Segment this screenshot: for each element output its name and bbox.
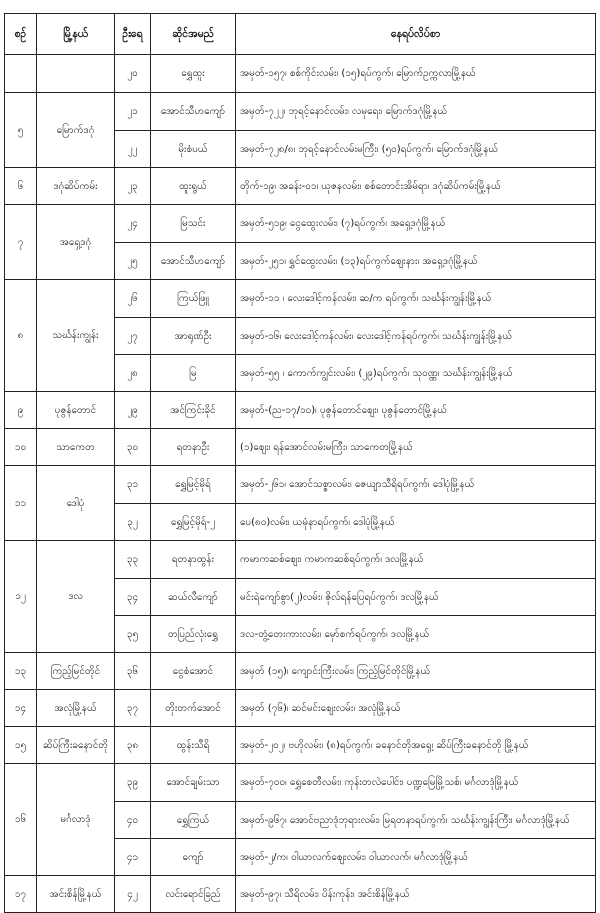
- shop-name-cell: မိုးစံပယ်: [151, 131, 236, 168]
- address-cell: အမှတ်-၁၁ ၊ လေးဒေါင့်ကန်လမ်း၊ ဆ/က ရပ်ကွက်၊ သင်္ဃန်းကျွန်းမြို့နယ်: [236, 280, 596, 318]
- shop-name-cell: ဆယ်လီကျော်: [151, 579, 236, 616]
- address-cell: အမှတ်-(ည-၁၇/၁၀)၊ ပုဇွန်တောင်စျေး၊ ပုဇွန်တောင်မြို့နယ်: [236, 392, 596, 429]
- header-row: [5, 14, 596, 55]
- number-cell: ၃၆: [115, 653, 151, 690]
- serial-cell: ၁၅: [5, 727, 37, 764]
- number-cell: ၃၈: [115, 727, 151, 764]
- store-list-table: [4, 13, 596, 913]
- shop-name-cell: အောင်သီဟကျော်: [151, 243, 236, 280]
- township-cell: သင်္ဃန်းကျွန်း: [37, 280, 115, 392]
- number-cell: ၂၄: [115, 205, 151, 243]
- header-number: ဦးရေ: [115, 14, 151, 55]
- number-cell: ၃၄: [115, 579, 151, 616]
- serial-cell: ၆: [5, 168, 37, 205]
- shop-name-cell: တိုးတက်အောင်: [151, 690, 236, 727]
- table-row: [5, 727, 596, 764]
- address-cell: ကမာကဆစ်စျေး၊ ကမာကဆစ်ရပ်ကွက်၊ ဒလမြို့နယ်: [236, 541, 596, 579]
- serial-cell: ၁၄: [5, 690, 37, 727]
- number-cell: ၂၆: [115, 280, 151, 318]
- address-cell: မင်းရဲကျော်စွာ(၂)လမ်း၊ ဇိုလ်ရန်ပြေရပ်ကွက်၊ ဒလမြို့နယ်: [236, 579, 596, 616]
- shop-name-cell: ကြယ်ဖြူ: [151, 280, 236, 318]
- number-cell: ၃၁: [115, 466, 151, 504]
- number-cell: ၃၀: [115, 429, 151, 466]
- table-row: [5, 93, 596, 131]
- serial-cell: ၁၂: [5, 541, 37, 653]
- number-cell: ၃၉: [115, 764, 151, 802]
- shop-name-cell: ရတနာထွန်း: [151, 541, 236, 579]
- serial-cell: ၁၁: [5, 466, 37, 541]
- shop-name-cell: အင်ကြင်းခိုင်: [151, 392, 236, 429]
- shop-name-cell: ရွှေမြင့်မိုရ်-၂: [151, 504, 236, 541]
- number-cell: ၂၂: [115, 131, 151, 168]
- address-cell: အမှတ်-၇၂၈/၈၊ ဘုရင့်နောင်လမ်းမကြီး၊ (၅၀)ရပ်ကွက်၊ မြောက်ဒဂုံမြို့နယ်: [236, 131, 596, 168]
- address-cell: အမှတ်-၂၅၁၊ ရွှင်ထွေးလမ်း၊ (၁၃)ရပ်ကွက်စျေးနား၊ အရှေ့ဒဂုံမြို့နယ်: [236, 243, 596, 280]
- table-row: [5, 764, 596, 802]
- number-cell: ၄၂: [115, 876, 151, 913]
- header-township: မြို့နယ်: [37, 14, 115, 55]
- address-cell: အမှတ်-၁၆၊ လေးဒေါင့်ကန်လမ်း၊ လေးဒေါင့်ကန်ရပ်ကွက်၊ သင်္ဃန်းကျွန်းမြို့နယ်: [236, 318, 596, 355]
- shop-name-cell: တပြည်လုံးရွှေ: [151, 616, 236, 653]
- address-cell: (၁)စျေး၊ ရန်အောင်လမ်းမကြီး၊ သာကေတမြို့နယ်: [236, 429, 596, 466]
- serial-cell: ၇: [5, 205, 37, 280]
- shop-name-cell: ရွှေကြယ်: [151, 802, 236, 839]
- header-address: နေရပ်လိပ်စာ: [236, 14, 596, 55]
- header-shop-name: ဆိုင်အမည်: [151, 14, 236, 55]
- township-cell: ဒလ: [37, 541, 115, 653]
- address-cell: တိုက်-၁၉၊ အခန်း-၀၁၊ ယုဇနလမ်း၊ စစ်တောင်းအိမ်ရာ၊ ဒဂုံဆိပ်ကမ်းမြို့နယ်: [236, 168, 596, 205]
- serial-cell: ၈: [5, 280, 37, 392]
- number-cell: ၂၀: [115, 55, 151, 93]
- shop-name-cell: ငွေစံအောင်: [151, 653, 236, 690]
- shop-name-cell: ကျော်: [151, 839, 236, 876]
- address-cell: အမှတ်-၂/က၊ ဝါယာလက်စျေးလမ်း၊ ဝါယာလက်၊ မင်္ဂလာဒုံမြို့နယ်: [236, 839, 596, 876]
- header-serial: စဉ်: [5, 14, 37, 55]
- township-cell: အင်းစိန်မြို့နယ်: [37, 876, 115, 913]
- table-row: [5, 541, 596, 579]
- address-cell: အမှတ် (၁၅)၊ ကျောင်းကြီးလမ်း၊ ကြည့်မြင်တိုင်မြို့နယ်: [236, 653, 596, 690]
- township-cell: [37, 55, 115, 93]
- township-cell: ဒဂုံဆိပ်ကမ်း: [37, 168, 115, 205]
- number-cell: ၂၉: [115, 392, 151, 429]
- number-cell: ၄၁: [115, 839, 151, 876]
- serial-cell: ၅: [5, 93, 37, 168]
- township-cell: ဆိပ်ကြီးခနောင်တို: [37, 727, 115, 764]
- serial-cell: ၁၃: [5, 653, 37, 690]
- township-cell: ဒေါပုံ: [37, 466, 115, 541]
- shop-name-cell: အာရုဏ်ဦး: [151, 318, 236, 355]
- township-cell: ပုဇွန်တောင်: [37, 392, 115, 429]
- shop-name-cell: ရွှေထူး: [151, 55, 236, 93]
- number-cell: ၃၂: [115, 504, 151, 541]
- number-cell: ၂၁: [115, 93, 151, 131]
- shop-name-cell: ရွှေမြင့်မိုရ်: [151, 466, 236, 504]
- township-cell: အလုံမြို့နယ်: [37, 690, 115, 727]
- number-cell: ၃၇: [115, 690, 151, 727]
- table-row: [5, 653, 596, 690]
- address-cell: ဒလ-တွံ့တေးကားလမ်း၊ မှော်စက်ရပ်ကွက်၊ ဒလမြို့နယ်: [236, 616, 596, 653]
- number-cell: ၂၇: [115, 318, 151, 355]
- township-cell: မြောက်ဒဂုံ: [37, 93, 115, 168]
- number-cell: ၃၃: [115, 541, 151, 579]
- table-row: [5, 205, 596, 243]
- table-row: [5, 466, 596, 504]
- table-body: [5, 55, 596, 913]
- address-cell: အမှတ်-၅၁၉၊ ငွေထွေးလမ်း၊ (၇)ရပ်ကွက်၊ အရှေ့ဒဂုံမြို့နယ်: [236, 205, 596, 243]
- serial-cell: ၁၆: [5, 764, 37, 876]
- shop-name-cell: ရတနာဦး: [151, 429, 236, 466]
- number-cell: ၂၈: [115, 355, 151, 392]
- address-cell: အမှတ်-၂၆၁၊ အောင်သစ္စာလမ်း၊ ဇေယျာသီရိရပ်ကွက်၊ ဒေါပုံမြို့နယ်: [236, 466, 596, 504]
- shop-name-cell: လင်းရောင်ခြည်: [151, 876, 236, 913]
- township-cell: မင်္ဂလာဒုံ: [37, 764, 115, 876]
- township-cell: သာကေတ: [37, 429, 115, 466]
- serial-cell: ၁၇: [5, 876, 37, 913]
- table-row: [5, 280, 596, 318]
- serial-cell: ၉: [5, 392, 37, 429]
- serial-cell: [5, 55, 37, 93]
- table-row: [5, 392, 596, 429]
- township-cell: အရှေ့ဒဂုံ: [37, 205, 115, 280]
- number-cell: ၄၀: [115, 802, 151, 839]
- table-row: [5, 876, 596, 913]
- address-cell: အမှတ်-၁၅၇၊ စစ်ကိုင်းလမ်း၊ (၁၅)ရပ်ကွက်၊ မြောက်ဥက္ကလာမြို့နယ်: [236, 55, 596, 93]
- serial-cell: ၁၀: [5, 429, 37, 466]
- number-cell: ၃၅: [115, 616, 151, 653]
- address-cell: အမှတ်-၅၅ ၊ ကောက်ကျွင်းလမ်း၊ (၂၉)ရပ်ကွက်၊ သုဝဏ္ဏ၊ သင်္ဃန်းကျွန်းမြို့နယ်: [236, 355, 596, 392]
- shop-name-cell: မြ: [151, 355, 236, 392]
- number-cell: ၂၅: [115, 243, 151, 280]
- shop-name-cell: ထွန်းသီရိ: [151, 727, 236, 764]
- table-row: [5, 429, 596, 466]
- address-cell: အမှတ်-၇၀၀၊ ရွှေစေတီလမ်း၊ ကုန်းတလဲပေါင်း၊ ပဏ္ဍမြေမြို့သစ်၊ မင်္ဂလာဒုံမြို့နယ်: [236, 764, 596, 802]
- address-cell: အမှတ်-၇၂၂၊ ဘုရင့်နောင်လမ်း၊ လမုရေး၊ မြောက်ဒဂုံမြို့နယ်: [236, 93, 596, 131]
- shop-name-cell: အောင်ချမ်းသာ: [151, 764, 236, 802]
- table-row: [5, 168, 596, 205]
- township-cell: ကြည့်မြင်တိုင်: [37, 653, 115, 690]
- shop-name-cell: မြသင်း: [151, 205, 236, 243]
- number-cell: ၂၃: [115, 168, 151, 205]
- shop-name-cell: ထူးရွယ်: [151, 168, 236, 205]
- shop-name-cell: အောင်သီဟကျော်: [151, 93, 236, 131]
- address-cell: အမှတ် (၇၆)၊ ဆင်မင်းစျေးလမ်း၊ အလုံမြို့နယ်: [236, 690, 596, 727]
- address-cell: ပေ(၈၀)လမ်း၊ ယမုံနာရပ်ကွက်၊ ဒေါပုံမြို့နယ်: [236, 504, 596, 541]
- address-cell: အမှတ်-၉၇၊ သီရိလမ်း၊ ပိန်းကုန်း၊ အင်းစိန်မြို့နယ်: [236, 876, 596, 913]
- table-row: [5, 55, 596, 93]
- address-cell: အမှတ်-၉၆၇၊ အောင်ဗညာဒုံဘုရားလမ်း၊ မြရတနာရပ်ကွက်၊ သင်္ဃန်းကျွန်းကြီး၊ မင်္ဂလာဒုံမြို့နယ်: [236, 802, 596, 839]
- address-cell: အမှတ်-၂၀၂၊ ဗဟိုလမ်း၊ (၈)ရပ်ကွက်၊ ခနောင်တိုအရှေ့၊ ဆိပ်ကြီးခနောင်တို မြို့နယ်: [236, 727, 596, 764]
- table-row: [5, 690, 596, 727]
